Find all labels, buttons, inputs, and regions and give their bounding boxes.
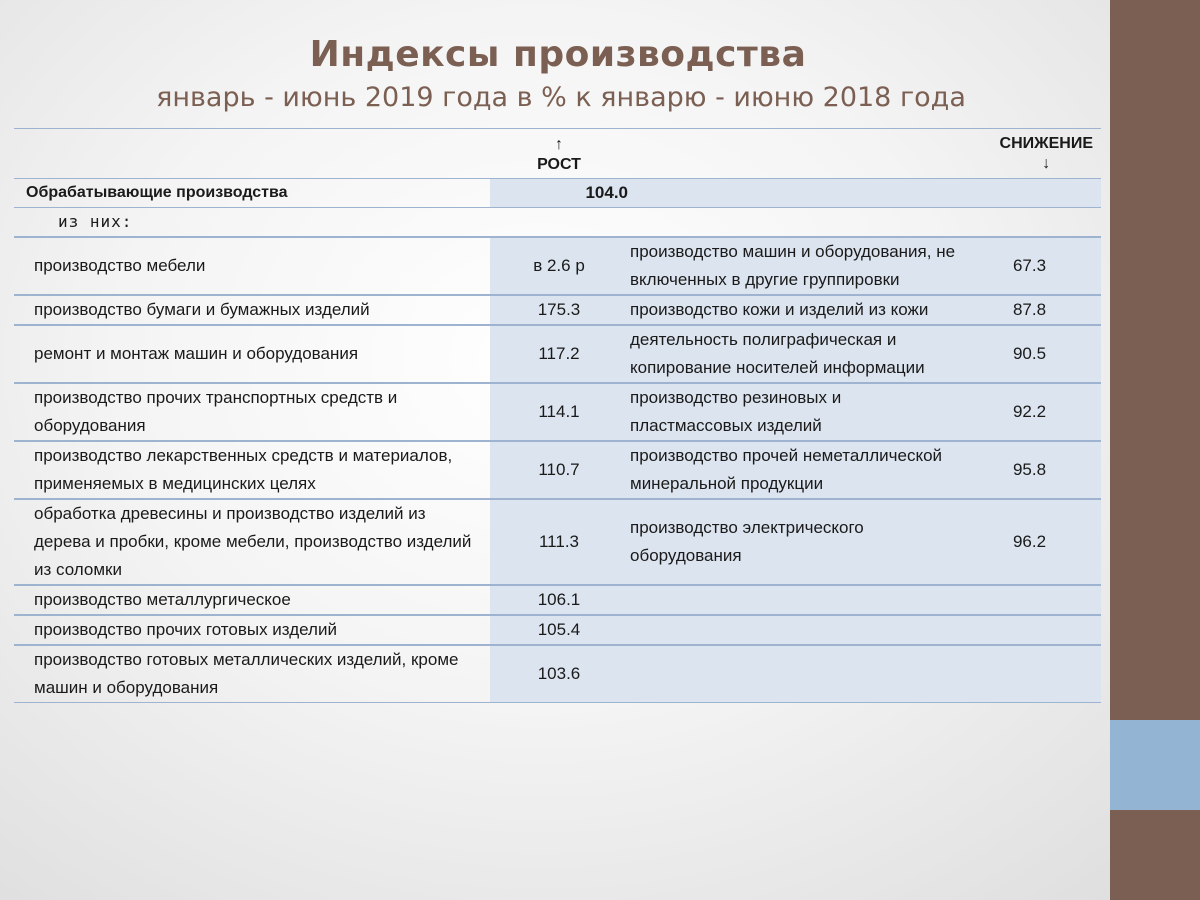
growth-industry-name: ремонт и монтаж машин и оборудования [14,325,490,383]
decline-industry-name: производство кожи и изделий из кожи [628,295,958,325]
total-label: Обрабатывающие производства [14,179,490,208]
growth-industry-name: производство лекарственных средств и материалов, применяемых в медицинских целях [14,441,490,499]
decline-index-value: 96.2 [958,499,1101,585]
decline-industry-name [628,645,958,703]
table-row [14,499,1101,585]
total-value: 104.0 [490,179,628,208]
growth-index-value: 105.4 [490,615,628,645]
production-index-table [14,128,1101,703]
growth-industry-name: производство мебели [14,237,490,295]
table-row [14,585,1101,615]
decline-industry-name: производство электрического оборудования [628,499,958,585]
growth-industry-name: производство готовых металлических изделий, кроме машин и оборудования [14,645,490,703]
header-empty-cell [14,129,490,179]
down-arrow-icon: ↓ [1042,154,1051,172]
decline-index-value [958,585,1101,615]
growth-index-value: 110.7 [490,441,628,499]
table-row [14,325,1101,383]
decline-index-value: 87.8 [958,295,1101,325]
growth-header-label: РОСТ [537,155,581,173]
decline-index-value: 90.5 [958,325,1101,383]
growth-index-value: 117.2 [490,325,628,383]
decline-index-value: 67.3 [958,237,1101,295]
table-row [14,295,1101,325]
total-row [14,179,1101,208]
decline-index-value: 95.8 [958,441,1101,499]
growth-index-value: 111.3 [490,499,628,585]
table-row [14,237,1101,295]
table-row [14,615,1101,645]
growth-industry-name: производство прочих готовых изделий [14,615,490,645]
table-row [14,645,1101,703]
decline-industry-name: производство машин и оборудования, не включенных в другие группировки [628,237,958,295]
decline-industry-name [628,615,958,645]
up-arrow-icon: ↑ [555,135,563,153]
page-subtitle: январь - июнь 2019 года в % к январю - июню 2018 года [156,82,966,113]
decline-industry-name [628,585,958,615]
decline-industry-name: деятельность полиграфическая и копирование носителей информации [628,325,958,383]
growth-index-value: в 2.6 р [490,237,628,295]
decline-header-label: СНИЖЕНИЕ [999,134,1093,152]
table-row [14,383,1101,441]
total-empty-cell [958,179,1101,208]
growth-industry-name: производство прочих транспортных средств и оборудования [14,383,490,441]
decline-index-value: 92.2 [958,383,1101,441]
header-empty-cell [628,129,958,179]
table-row [14,441,1101,499]
of-which-row [14,208,1101,238]
growth-industry-name: обработка древесины и производство изделий из дерева и пробки, кроме мебели, производство изделий из соломки [14,499,490,585]
decline-industry-name: производство прочей неметаллической минеральной продукции [628,441,958,499]
decline-index-value [958,615,1101,645]
growth-index-value: 114.1 [490,383,628,441]
table-header-row [14,129,1101,179]
decline-index-value [958,645,1101,703]
decline-industry-name: производство резиновых и пластмассовых изделий [628,383,958,441]
growth-index-value: 106.1 [490,585,628,615]
growth-industry-name: производство металлургическое [14,585,490,615]
growth-index-value: 175.3 [490,295,628,325]
growth-index-value: 103.6 [490,645,628,703]
side-decor-accent [1110,720,1200,810]
growth-industry-name: производство бумаги и бумажных изделий [14,295,490,325]
header-growth-cell [490,129,628,179]
header-decline-cell [958,129,1101,179]
total-empty-cell [628,179,958,208]
of-which-label: из них: [14,208,490,238]
page-title: Индексы производства [309,34,807,75]
